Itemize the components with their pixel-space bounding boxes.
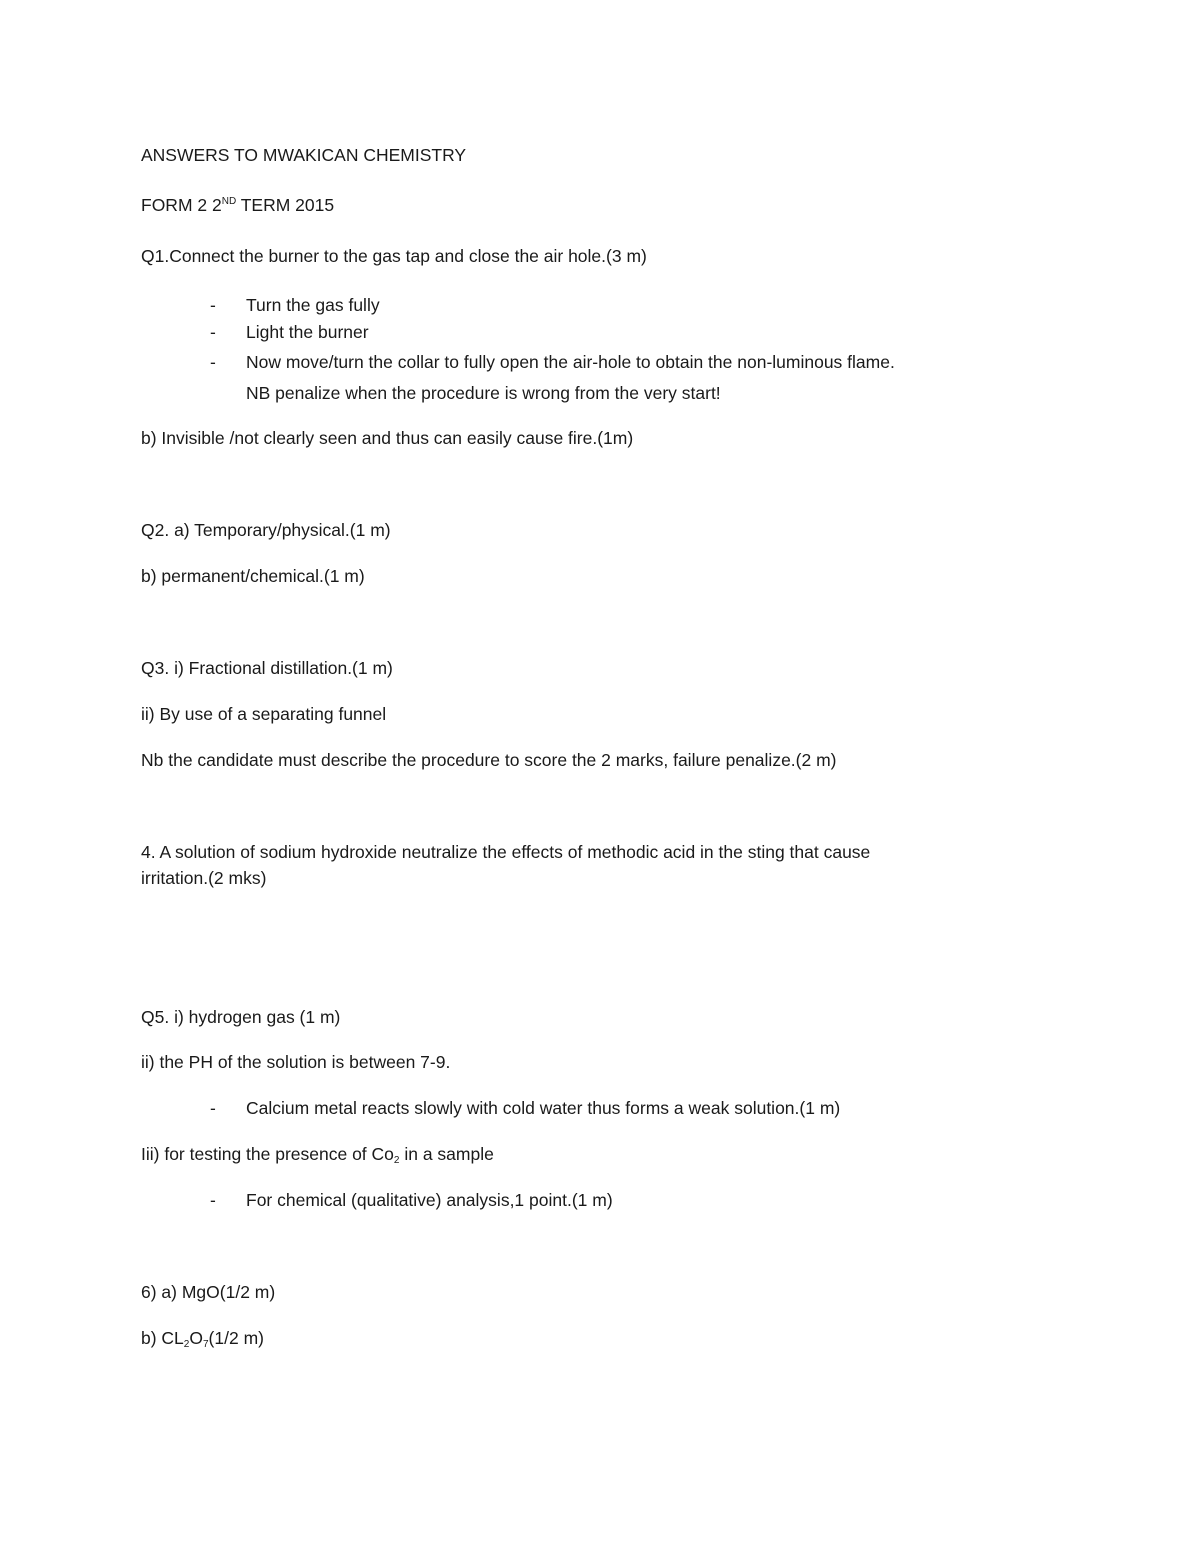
q4-line2: irritation.(2 mks) [141, 868, 267, 888]
q1-bullet [210, 293, 380, 317]
q6-a: 6) a) MgO(1/2 m) [141, 1282, 276, 1302]
dash-marker: - [210, 295, 216, 315]
q2-a: Q2. a) Temporary/physical.(1 m) [141, 520, 391, 540]
q3-ii: ii) By use of a separating funnel [141, 704, 387, 724]
q5-ii: ii) the PH of the solution is between 7-9. [141, 1052, 451, 1072]
q1-bullet-text: Now move/turn the collar to fully open the air-hole to obtain the non-luminous flame. [246, 352, 895, 372]
q5-iii-prefix: Iii) for testing the presence of Co [141, 1144, 394, 1164]
subtitle-prefix: FORM 2 2 [141, 195, 222, 215]
subtitle-superscript: ND [221, 196, 237, 207]
q1-bullet-text: Turn the gas fully [246, 295, 380, 315]
q5-iii-bullet-text: For chemical (qualitative) analysis,1 point.(1 m) [246, 1190, 613, 1210]
q6-b-middle: O [189, 1328, 203, 1348]
q6-b-prefix: b) CL [141, 1328, 184, 1348]
q1-b: b) Invisible /not clearly seen and thus can easily cause fire.(1m) [141, 428, 634, 448]
q3-note: Nb the candidate must describe the procedure to score the 2 marks, failure penalize.(2 m) [141, 750, 837, 770]
q5-iii [141, 1142, 494, 1166]
dash-marker: - [210, 352, 216, 372]
q5-iii-bullet [210, 1188, 613, 1212]
q6-b-subscript-2: 7 [202, 1339, 209, 1350]
dash-marker: - [210, 322, 216, 342]
q1-bullet [210, 320, 369, 344]
q6-b [141, 1326, 264, 1350]
q5-i: Q5. i) hydrogen gas (1 m) [141, 1007, 341, 1027]
dash-marker: - [210, 1190, 216, 1210]
q5-iii-subscript: 2 [393, 1155, 400, 1166]
q5-ii-bullet [210, 1096, 840, 1120]
subtitle-suffix: TERM 2015 [236, 195, 335, 215]
q1-note: NB penalize when the procedure is wrong from the very start! [246, 383, 721, 403]
q6-b-suffix: (1/2 m) [208, 1328, 264, 1348]
q1-bullet-text: Light the burner [246, 322, 369, 342]
q5-ii-bullet-text: Calcium metal reacts slowly with cold water thus forms a weak solution.(1 m) [246, 1098, 841, 1118]
q3-i: Q3. i) Fractional distillation.(1 m) [141, 658, 393, 678]
q1-bullet [210, 350, 895, 374]
q4-line1: 4. A solution of sodium hydroxide neutralize the effects of methodic acid in the sting that cause [141, 842, 871, 862]
q6-b-subscript-1: 2 [183, 1339, 190, 1350]
q2-b: b) permanent/chemical.(1 m) [141, 566, 365, 586]
dash-marker: - [210, 1098, 216, 1118]
document-subtitle [141, 193, 334, 217]
document-title: ANSWERS TO MWAKICAN CHEMISTRY [141, 145, 467, 165]
q5-iii-suffix: in a sample [399, 1144, 494, 1164]
q1-intro: Q1.Connect the burner to the gas tap and close the air hole.(3 m) [141, 246, 647, 266]
